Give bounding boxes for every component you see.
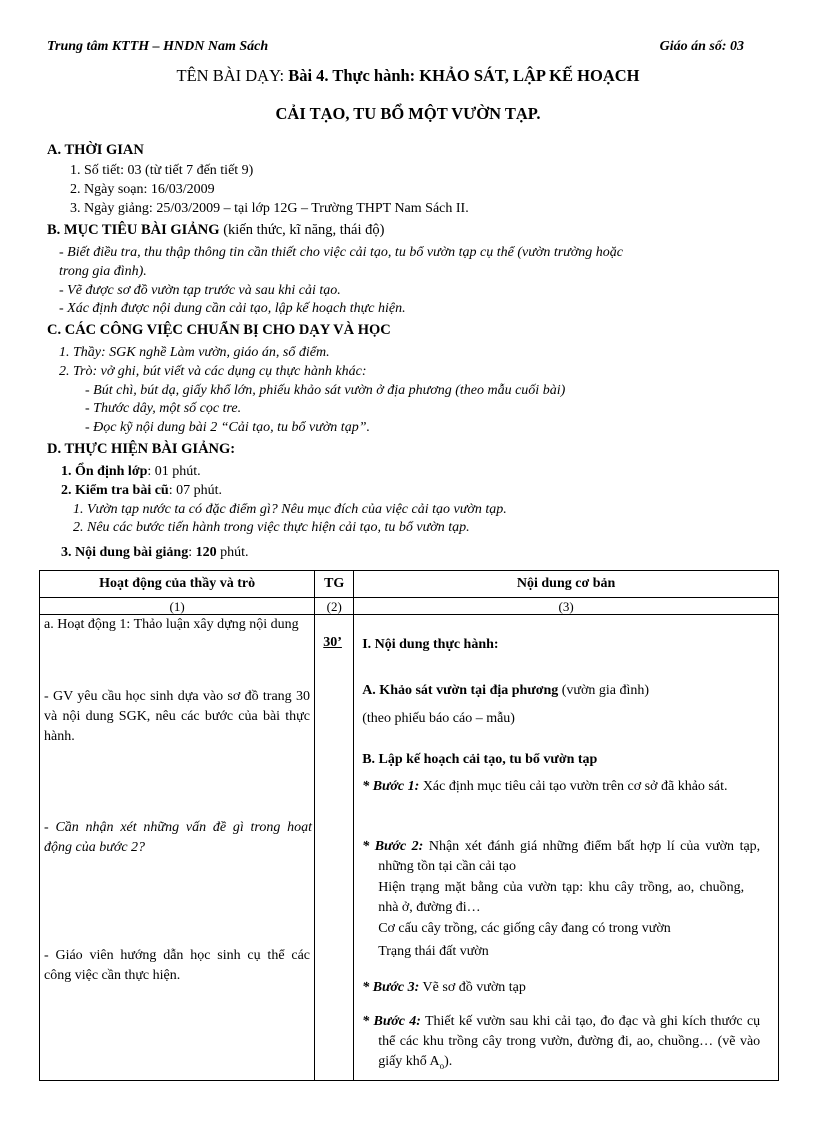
section-c-item: - Thước dây, một số cọc tre. xyxy=(85,401,242,416)
section-d-heading: D. THỰC HIỆN BÀI GIẢNG: xyxy=(47,441,236,457)
class-stabilization: 1. Ổn định lớp: 01 phút. xyxy=(61,464,201,479)
section-c-item: 2. Trò: vở ghi, bút viết và các dụng cụ thực hành khác: xyxy=(59,364,367,379)
step-1: * Bước 1: Xác định mục tiêu cải tạo vườn trên cơ sở đã khảo sát. xyxy=(362,779,728,794)
survey-note: (theo phiếu báo cáo – mẫu) xyxy=(362,711,515,726)
section-b-item: trong gia đình). xyxy=(59,264,147,279)
activity-guidance: - Giáo viên hướng dẫn học sinh cụ thể các công việc cần thực hiện. xyxy=(44,948,310,983)
table-row xyxy=(40,615,779,1081)
column-number: (1) xyxy=(40,598,315,615)
section-a-heading: A. THỜI GIAN xyxy=(47,142,144,158)
column-header-activities: Hoạt động của thầy và trò xyxy=(40,571,315,598)
step-2-detail: Trạng thái đất vườn xyxy=(378,944,489,959)
center-name: Trung tâm KTTH – HNDN Nam Sách xyxy=(47,39,269,54)
review-question: 1. Vườn tạp nước ta có đặc điểm gì? Nêu mục đích của việc cải tạo vườn tạp. xyxy=(73,502,507,517)
lesson-plan-number: Giáo án số: 03 xyxy=(659,39,744,54)
step-2-detail: Cơ cấu cây trồng, các giống cây đang có trong vườn xyxy=(378,921,671,936)
activity-instruction: - GV yêu cầu học sinh dựa vào sơ đồ trang 30 và nội dung SGK, nêu các bước của bài thực hành. xyxy=(44,689,310,744)
table-number-row xyxy=(40,598,779,615)
activities-cell xyxy=(40,615,315,1081)
lesson-activity-table xyxy=(39,570,779,1081)
step-3: * Bước 3: Vẽ sơ đồ vườn tạp xyxy=(362,980,526,995)
step-4: * Bước 4: Thiết kế vườn sau khi cải tạo, đo đạc và ghi kích thước cụ thể các khu trồng cây trong vườn, đường đi, ao, chuồng… (vẽ vào giấy khổ $A_o$). xyxy=(362,1014,761,1071)
lesson-title: TÊN BÀI DẠY: Bài 4. Thực hành: KHẢO SÁT, LẬP KẾ HOẠCH xyxy=(176,66,640,85)
column-number: (3) xyxy=(354,598,779,615)
step-2-detail: Hiện trạng mặt bằng của vườn tạp: khu cây trồng, ao, chuồng, nhà ở, đường đi… xyxy=(378,880,745,915)
practice-content-heading: I. Nội dung thực hành: xyxy=(362,637,499,652)
review-question: 2. Nêu các bước tiến hành trong việc thực hiện cải tạo, tu bổ vườn tạp. xyxy=(73,520,470,535)
step-2: * Bước 2: Nhận xét đánh giá những điểm bất hợp lí của vườn tạp, những tồn tại cần cải tạo xyxy=(362,839,761,874)
section-b-item: - Biết điều tra, thu thập thông tin cần thiết cho việc cải tạo, tu bổ vườn tạp cụ thể (vườn trường hoặc xyxy=(59,245,623,260)
section-c-item: - Đọc kỹ nội dung bài 2 “Cải tạo, tu bổ vườn tạp”. xyxy=(85,420,370,435)
old-lesson-check: 2. Kiểm tra bài cũ: 07 phút. xyxy=(61,483,222,498)
section-a-item: 3. Ngày giảng: 25/03/2009 – tại lớp 12G – Trường THPT Nam Sách II. xyxy=(70,201,469,216)
activity-1-title: a. Hoạt động 1: Thảo luận xây dựng nội dung xyxy=(44,617,299,632)
section-b-item: - Vẽ được sơ đồ vườn tạp trước và sau khi cải tạo. xyxy=(59,283,341,298)
lesson-title-line2: CẢI TẠO, TU BỔ MỘT VƯỜN TẠP. xyxy=(275,104,541,123)
section-c-item: - Bút chì, bút dạ, giấy khổ lớn, phiếu khảo sát vườn ở địa phương (theo mẫu cuối bài) xyxy=(85,383,566,398)
lesson-content-duration: 3. Nội dung bài giảng: 120 phút. xyxy=(61,545,249,560)
section-a-item: 1. Số tiết: 03 (từ tiết 7 đến tiết 9) xyxy=(70,163,254,178)
section-b-item: - Xác định được nội dung cần cải tạo, lập kế hoạch thực hiện. xyxy=(59,301,406,316)
section-c-heading: C. CÁC CÔNG VIỆC CHUẨN BỊ CHO DẠY VÀ HỌC xyxy=(47,322,391,338)
column-header-time: TG xyxy=(315,571,354,598)
section-c-item: 1. Thầy: SGK nghề Làm vườn, giáo án, sổ điểm. xyxy=(59,345,330,360)
plan-heading: B. Lập kế hoạch cải tạo, tu bổ vườn tạp xyxy=(362,752,598,767)
time-cell xyxy=(315,615,354,1081)
activity-question: - Cần nhận xét những vấn đề gì trong hoạt động của bước 2? xyxy=(44,820,312,855)
column-number: (2) xyxy=(315,598,354,615)
survey-heading: A. Khảo sát vườn tại địa phương (vườn gia đình) xyxy=(362,683,650,698)
section-b-heading: B. MỤC TIÊU BÀI GIẢNG (kiến thức, kĩ năng, thái độ) xyxy=(47,222,385,238)
content-cell xyxy=(354,615,779,1081)
table-header-row xyxy=(40,571,779,598)
column-header-content: Nội dung cơ bản xyxy=(354,571,779,598)
section-a-item: 2. Ngày soạn: 16/03/2009 xyxy=(70,182,215,197)
time-value: 30’ xyxy=(323,635,342,650)
